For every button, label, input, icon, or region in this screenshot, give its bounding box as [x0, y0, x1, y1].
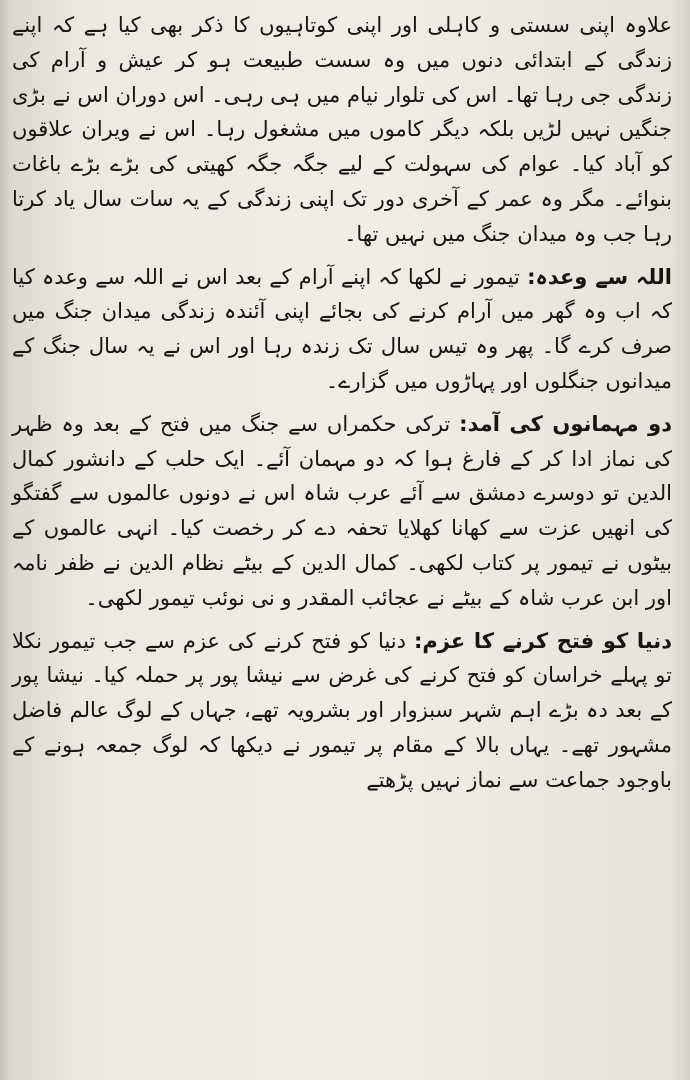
- paragraph-3: [12, 407, 672, 616]
- paragraph-3-text: ترکی حکمراں سے جنگ میں فتح کے بعد وہ ظہر کی نماز ادا کر کے فارغ ہوا کہ دو مہمان آئے۔ ایک حلب کے دانشور کمال الدین تو دوسرے دمشق سے آئے عرب شاہ اس نے دونوں عالموں سے گفتگو کی انھیں عزت سے کھانا کھلایا تحفہ دے کر رخصت کیا۔ انہی عالموں کے بیٹوں نے تیمور پر کتاب لکھی۔ کمال الدین کے بیٹے نظام الدین نے ظفر نامہ اور ابن عرب شاہ کے بیٹے نے عجائب المقدر و نی نوئب تیمور لکھی۔: [12, 411, 672, 610]
- paragraph-1-text: علاوہ اپنی سستی و کاہلی اور اپنی کوتاہیوں کا ذکر بھی کیا ہے کہ اپنے زندگی کے ابتدائی دنوں میں وہ سست طبیعت ہو کر عیش و آرام کی زندگی جی رہا تھا۔ اس کی تلوار نیام میں ہی رہی۔ اس دوران اس نے بڑی جنگیں نہیں لڑیں بلکہ دیگر کاموں میں مشغول رہا۔ اس نے ویران علاقوں کو آباد کیا۔ عوام کی سہولت کے لیے جگہ جگہ کھیتی کی بڑے بڑے باغات بنوائے۔ مگر وہ عمر کے آخری دور تک اپنی زندگی کے یہ سات سال یاد کرتا رہا جب وہ میدان جنگ میں نہیں تھا۔: [12, 13, 672, 246]
- paragraph-4: [12, 624, 672, 798]
- paragraph-1: [12, 8, 672, 252]
- urdu-text-block: [12, 8, 672, 806]
- page-right-shadow: [672, 0, 690, 1080]
- paragraph-4-heading: دنیا کو فتح کرنے کا عزم:: [414, 628, 672, 653]
- paragraph-3-heading: دو مہمانوں کی آمد:: [459, 411, 672, 436]
- paragraph-2-text: تیمور نے لکھا کہ اپنے آرام کے بعد اس نے اللہ سے وعدہ کیا کہ اب وہ گھر میں آرام کرنے کی بجائے اپنی آئندہ زندگی میدان جنگ میں صرف کرے گا۔ پھر وہ تیس سال تک زندہ رہا اور اس نے یہ سال جنگ کے میدانوں جنگلوں اور پہاڑوں میں گزارے۔: [12, 264, 672, 393]
- page-left-shadow: [0, 0, 10, 1080]
- paragraph-2: [12, 260, 672, 399]
- paragraph-2-heading: اللہ سے وعدہ:: [527, 264, 672, 289]
- paragraph-4-text: دنیا کو فتح کرنے کی عزم سے جب تیمور نکلا تو پہلے خراسان کو فتح کرنے کی غرض سے نیشا پور پر حملہ کیا۔ نیشا پور کے بعد دہ بڑے اہم شہر سبزوار اور بشرویہ تھے، جہاں کے لوگ عالم فاضل مشہور تھے۔ یہاں بالا کے مقام پر تیمور نے دیکھا کہ لوگ جمعہ ہونے کے باوجود جماعت سے نماز نہیں پڑھتے: [12, 628, 672, 792]
